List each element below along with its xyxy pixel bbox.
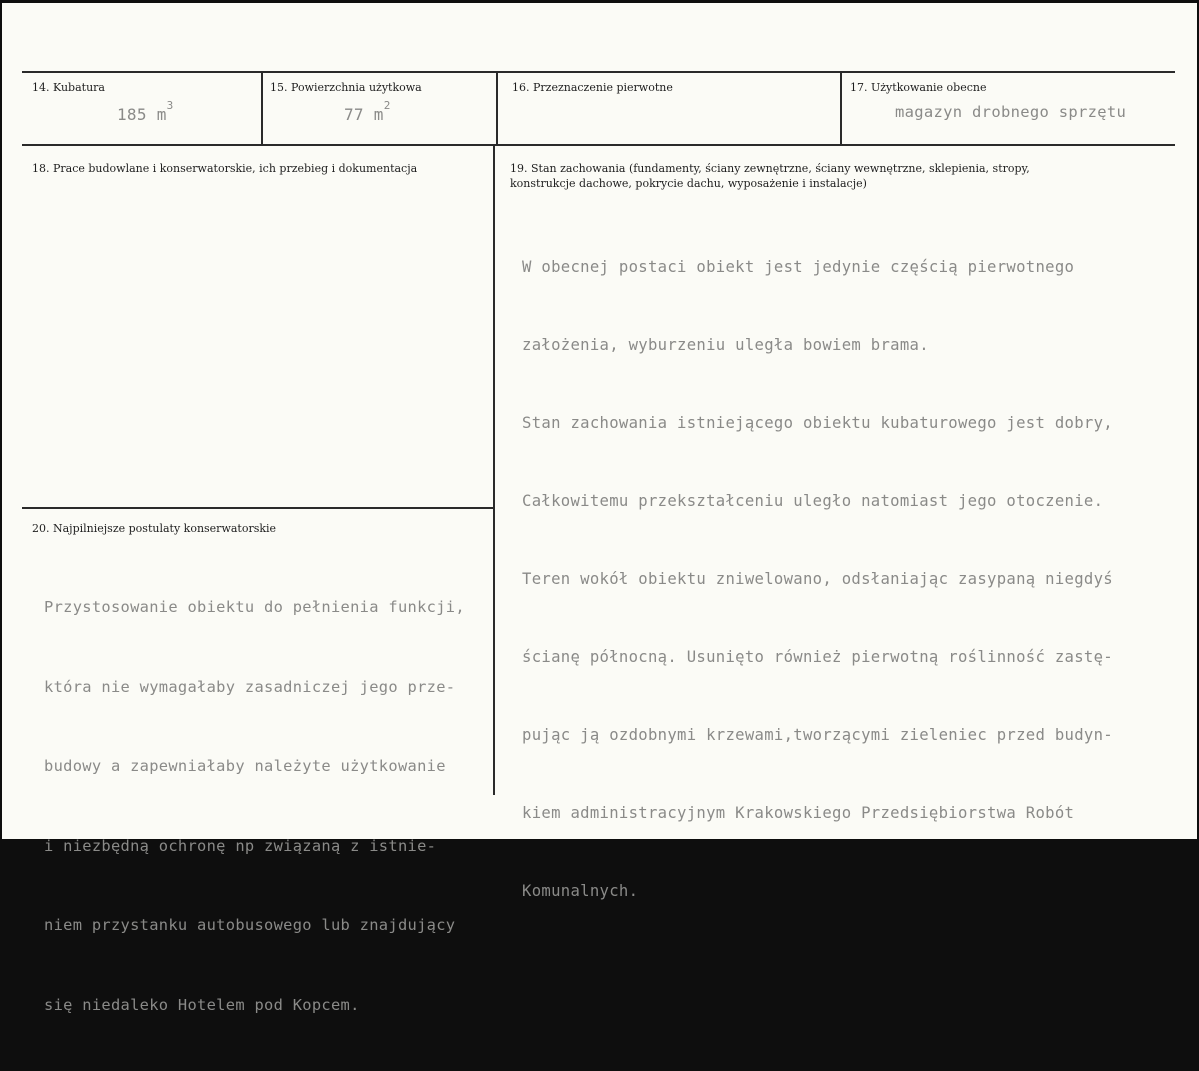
- stan-line: ścianę północną. Usunięto również pierwotną roślinność zastę-: [522, 648, 1113, 666]
- postulaty-line: się niedaleko Hotelem pod Kopcem.: [44, 995, 360, 1014]
- stan-text: [522, 202, 1113, 956]
- kubatura-number: 185 m: [117, 105, 167, 124]
- postulaty-line: Przystosowanie obiektu do pełnienia funkcji,: [44, 598, 465, 616]
- kubatura-exponent: 3: [166, 99, 174, 112]
- postulaty-line: budowy a zapewniałaby należyte użytkowanie: [44, 757, 446, 775]
- stan-line: Całkowitemu przekształceniu uległo natomiast jego otoczenie.: [522, 492, 1104, 510]
- powierzchnia-label: 15. Powierzchnia użytkowa: [270, 81, 422, 94]
- postulaty-line: niem przystanku autobusowego lub znajdujący: [44, 916, 456, 934]
- stan-line: pując ją ozdobnymi krzewami,tworzącymi zieleniec przed budyn-: [522, 726, 1113, 744]
- stan-line: kiem administracyjnym Krakowskiego Przedsiębiorstwa Robót: [522, 804, 1075, 822]
- stan-line: założenia, wyburzeniu uległa bowiem brama.: [522, 336, 929, 354]
- postulaty-line: która nie wymagałaby zasadniczej jego prze-: [44, 677, 456, 696]
- stan-line: Komunalnych.: [522, 882, 639, 900]
- section18-bottom-rule: [22, 507, 494, 509]
- divider-16-17: [840, 72, 842, 145]
- stan-line: Stan zachowania istniejącego obiektu kubaturowego jest dobry,: [522, 414, 1113, 432]
- powierzchnia-value: [344, 99, 391, 124]
- stan-line: Teren wokół obiektu zniwelowano, odsłaniając zasypaną niegdyś: [522, 570, 1113, 588]
- powierzchnia-exponent: 2: [383, 99, 391, 112]
- kubatura-value: [117, 99, 174, 124]
- divider-15-16: [496, 72, 498, 145]
- postulaty-line: i niezbędną ochronę np związaną z istnie-: [44, 836, 437, 855]
- stan-label-line1: 19. Stan zachowania (fundamenty, ściany zewnętrzne, ściany wewnętrzne, sklepienia, stropy,: [510, 162, 1030, 175]
- kubatura-label: 14. Kubatura: [32, 81, 105, 94]
- przeznaczenie-label: 16. Przeznaczenie pierwotne: [512, 81, 673, 94]
- top-rule: [22, 71, 1175, 73]
- uzytkowanie-value: magazyn drobnego sprzętu: [895, 103, 1127, 121]
- stan-label-line2: konstrukcje dachowe, pokrycie dachu, wyposażenie i instalacje): [510, 177, 867, 190]
- divider-14-15: [261, 72, 263, 145]
- stan-line: W obecnej postaci obiekt jest jedynie częścią pierwotnego: [522, 258, 1075, 276]
- postulaty-text: [44, 541, 465, 1071]
- powierzchnia-number: 77 m: [344, 105, 384, 124]
- inventory-card: [2, 3, 1197, 1014]
- divider-main-column: [493, 145, 495, 795]
- postulaty-label: 20. Najpilniejsze postulaty konserwatorskie: [32, 522, 277, 535]
- row1-bottom-rule: [22, 144, 1175, 146]
- prace-label: 18. Prace budowlane i konserwatorskie, ich przebieg i dokumentacja: [32, 162, 418, 175]
- uzytkowanie-label: 17. Użytkowanie obecne: [850, 81, 987, 94]
